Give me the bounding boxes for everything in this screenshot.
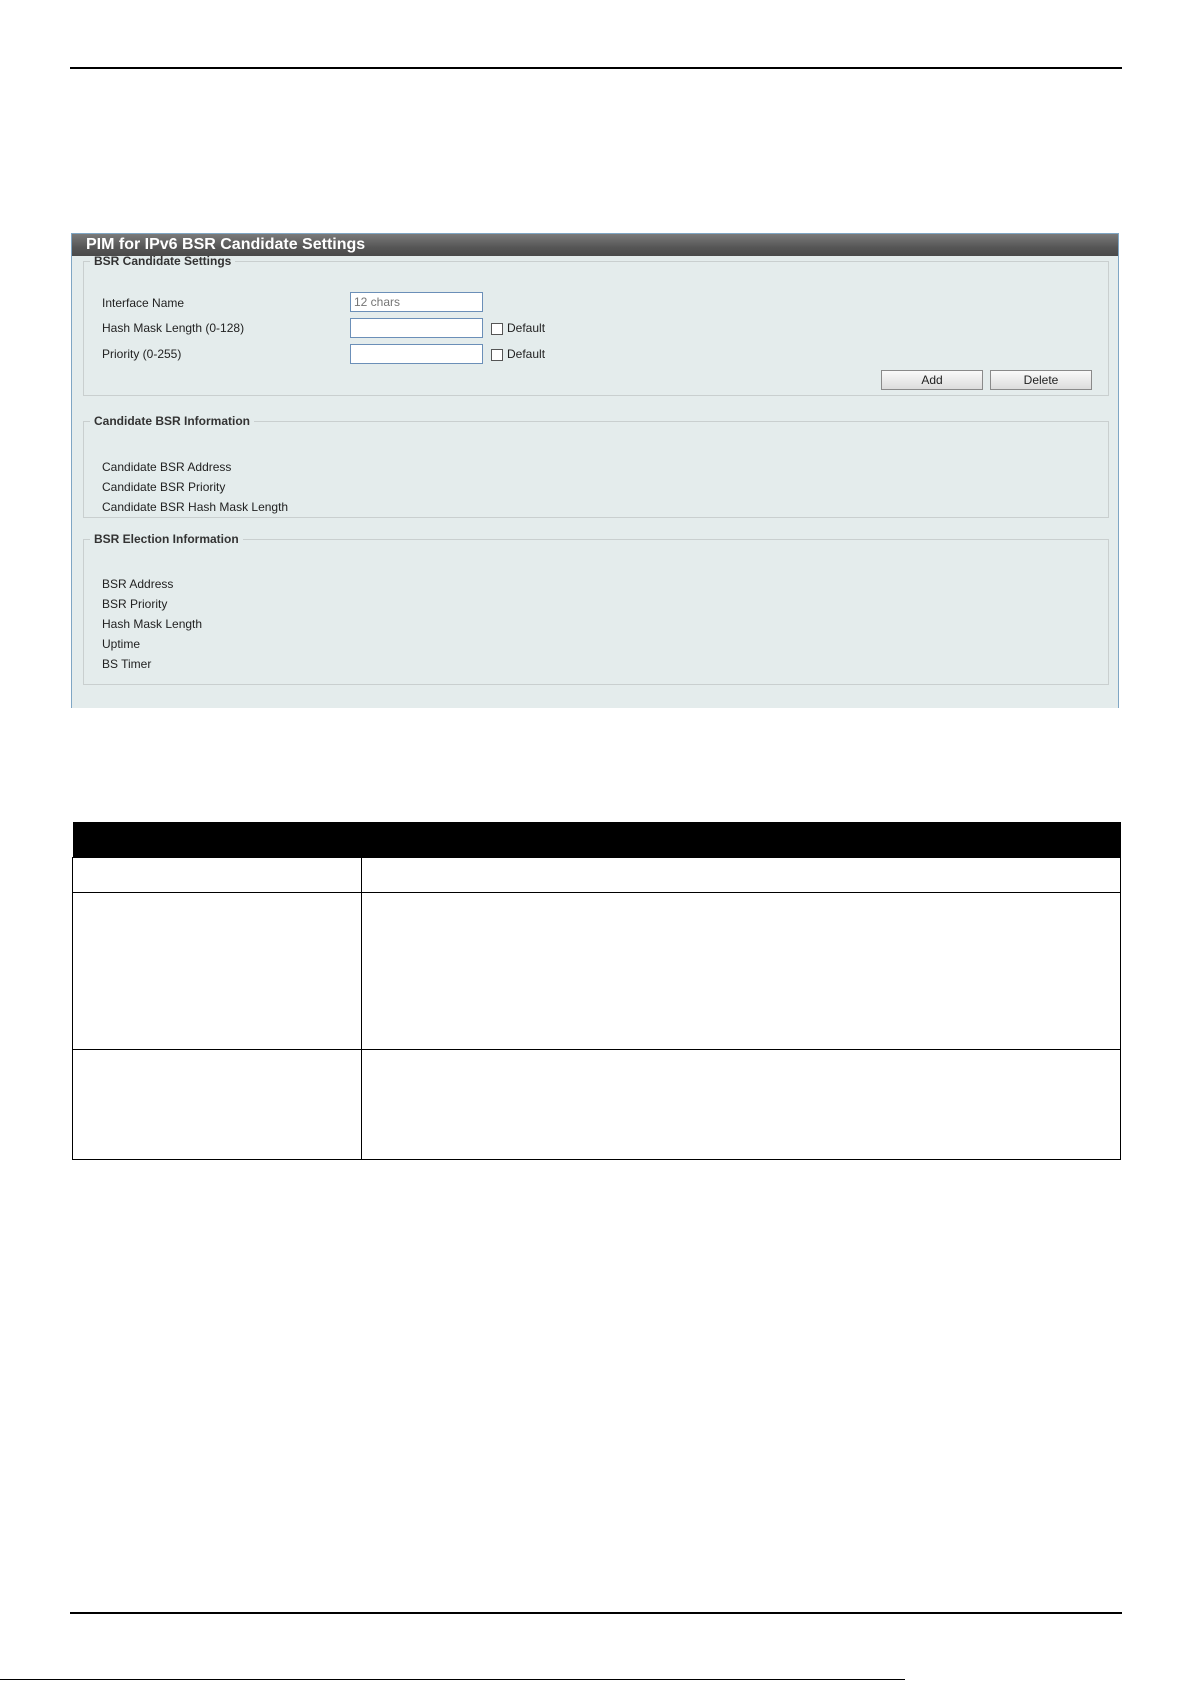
- priority-label: Priority (0-255): [102, 347, 182, 361]
- bsr-candidate-settings-group: [83, 254, 1109, 396]
- table-cell: [362, 893, 1121, 1050]
- header-rule: [70, 67, 1122, 69]
- delete-button[interactable]: Delete: [990, 370, 1092, 390]
- table-cell: [73, 1050, 362, 1160]
- priority-default-label: Default: [507, 347, 546, 361]
- bsr-election-info-legend: BSR Election Information: [94, 532, 239, 546]
- priority-default-checkbox[interactable]: [491, 349, 503, 361]
- candidate-bsr-priority-label: Candidate BSR Priority: [102, 480, 226, 494]
- candidate-bsr-info-legend: Candidate BSR Information: [94, 414, 251, 428]
- footer-rule: [70, 1612, 1122, 1614]
- bsr-priority-label: BSR Priority: [102, 597, 168, 611]
- table-header-cell: [73, 822, 362, 858]
- priority-input[interactable]: [350, 344, 483, 364]
- hash-mask-length-label: Hash Mask Length (0-128): [102, 321, 245, 335]
- uptime-label: Uptime: [102, 637, 141, 651]
- hash-default-checkbox[interactable]: [491, 323, 503, 335]
- table-cell: [73, 858, 362, 893]
- candidate-bsr-hash-mask-label: Candidate BSR Hash Mask Length: [102, 500, 289, 514]
- settings-panel: [71, 233, 1119, 708]
- interface-name-label: Interface Name: [102, 296, 185, 310]
- panel-title: PIM for IPv6 BSR Candidate Settings: [86, 236, 366, 253]
- table-row: [73, 858, 1121, 893]
- bs-timer-label: BS Timer: [102, 657, 152, 671]
- add-button[interactable]: Add: [881, 370, 983, 390]
- table-header-cell: [362, 822, 1121, 858]
- hash-mask-length-input[interactable]: [350, 318, 483, 338]
- candidate-bsr-info-group: [83, 414, 1109, 518]
- table-row: [73, 1050, 1121, 1160]
- bsr-address-label: BSR Address: [102, 577, 174, 591]
- parameter-table: [72, 822, 1121, 1160]
- hash-mask-length-info-label: Hash Mask Length: [102, 617, 203, 631]
- table-cell: [362, 858, 1121, 893]
- bsr-election-info-group: [83, 532, 1109, 685]
- table-row: [73, 893, 1121, 1050]
- table-cell: [73, 893, 362, 1050]
- interface-name-input[interactable]: [350, 292, 483, 312]
- candidate-bsr-address-label: Candidate BSR Address: [102, 460, 232, 474]
- bsr-candidate-settings-legend: BSR Candidate Settings: [94, 254, 232, 268]
- table-header-row: [73, 822, 1121, 858]
- table-cell: [362, 1050, 1121, 1160]
- hash-default-label: Default: [507, 321, 546, 335]
- page-bottom-rule: [0, 1679, 905, 1680]
- panel-title-bar: [72, 234, 1118, 256]
